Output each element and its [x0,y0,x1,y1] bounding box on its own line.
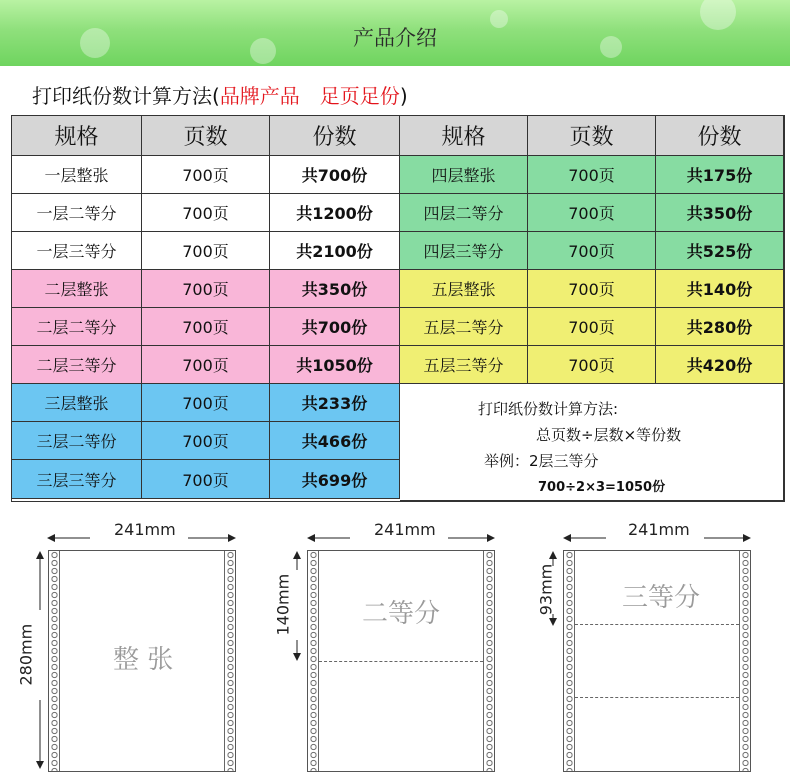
header-spec: 规格 [400,116,528,156]
sheet-height-label: 280mm [16,623,36,686]
sheet-label: 整 张 [113,645,174,675]
subtitle-highlight: 品牌产品 足页足份 [219,84,400,108]
cell-pages: 700页 [142,194,270,232]
cell-copies: 共1200份 [270,194,400,232]
cell-pages: 700页 [142,232,270,270]
cell-copies: 共700份 [270,156,400,194]
cell-copies: 共350份 [656,194,784,232]
cell-spec: 五层二等分 [400,308,528,346]
cell-copies: 共525份 [656,232,784,270]
sheet-width-label: 241mm [374,520,436,539]
sheet-label: 三等分 [622,583,701,613]
header-pages: 页数 [528,116,656,156]
cut-line [575,624,739,625]
cell-spec: 四层二等分 [400,194,528,232]
cell-copies: 共700份 [270,308,400,346]
cell-spec: 三层整张 [12,384,142,422]
cell-pages: 700页 [142,308,270,346]
formula-title: 打印纸份数计算方法: [478,400,619,418]
formula-example: 举例：2层三等分 [484,452,599,470]
cell-spec: 一层整张 [12,156,142,194]
cell-copies: 共140份 [656,270,784,308]
perforation-strip [739,551,750,771]
cell-spec: 二层整张 [12,270,142,308]
cell-spec: 二层二等分 [12,308,142,346]
cell-pages: 700页 [528,156,656,194]
cell-copies: 共280份 [656,308,784,346]
cell-spec: 四层整张 [400,156,528,194]
perforation-strip [224,551,235,771]
cell-copies: 共420份 [656,346,784,384]
subtitle-suffix: ) [399,84,408,108]
cell-pages: 700页 [528,346,656,384]
banner-title: 产品介绍 [353,26,437,50]
header-pages: 页数 [142,116,270,156]
perforation-strip [49,551,60,771]
cell-copies: 共1050份 [270,346,400,384]
cell-spec: 五层整张 [400,270,528,308]
cell-copies: 共2100份 [270,232,400,270]
perforation-strip [308,551,319,771]
cut-line [319,661,483,662]
sheet-height-label: 93mm [536,563,556,616]
header-copies: 份数 [270,116,400,156]
cell-pages: 700页 [142,270,270,308]
cell-spec: 三层三等分 [12,460,142,499]
cell-spec: 二层三等分 [12,346,142,384]
paper-sheet-thirds [563,550,751,772]
header-copies: 份数 [656,116,784,156]
cell-pages: 700页 [142,384,270,422]
cell-copies: 共466份 [270,422,400,460]
paper-sheet-whole [48,550,236,772]
cell-spec: 五层三等分 [400,346,528,384]
sheet-width-label: 241mm [628,520,690,539]
cell-spec: 四层三等分 [400,232,528,270]
cell-spec: 三层二等份 [12,422,142,460]
cell-pages: 700页 [142,346,270,384]
cut-line [575,697,739,698]
sheet-width-label: 241mm [114,520,176,539]
header-spec: 规格 [12,116,142,156]
cell-copies: 共233份 [270,384,400,422]
perforation-strip [564,551,575,771]
cell-pages: 700页 [528,232,656,270]
cell-pages: 700页 [528,270,656,308]
cell-spec: 一层三等分 [12,232,142,270]
cell-copies: 共350份 [270,270,400,308]
cell-pages: 700页 [528,308,656,346]
subtitle-prefix: 打印纸份数计算方法( [32,84,220,108]
sheet-height-label: 140mm [273,573,293,636]
cell-pages: 700页 [528,194,656,232]
formula-calc: 700÷2×3=1050份 [538,480,666,495]
paper-sheet-halves [307,550,495,772]
cell-copies: 共699份 [270,460,400,499]
perforation-strip [483,551,494,771]
cell-spec: 一层二等分 [12,194,142,232]
formula-text: 总页数÷层数×等份数 [536,426,682,444]
cell-pages: 700页 [142,156,270,194]
cell-pages: 700页 [142,422,270,460]
cell-pages: 700页 [142,460,270,499]
cell-copies: 共175份 [656,156,784,194]
sheet-label: 二等分 [362,599,441,629]
